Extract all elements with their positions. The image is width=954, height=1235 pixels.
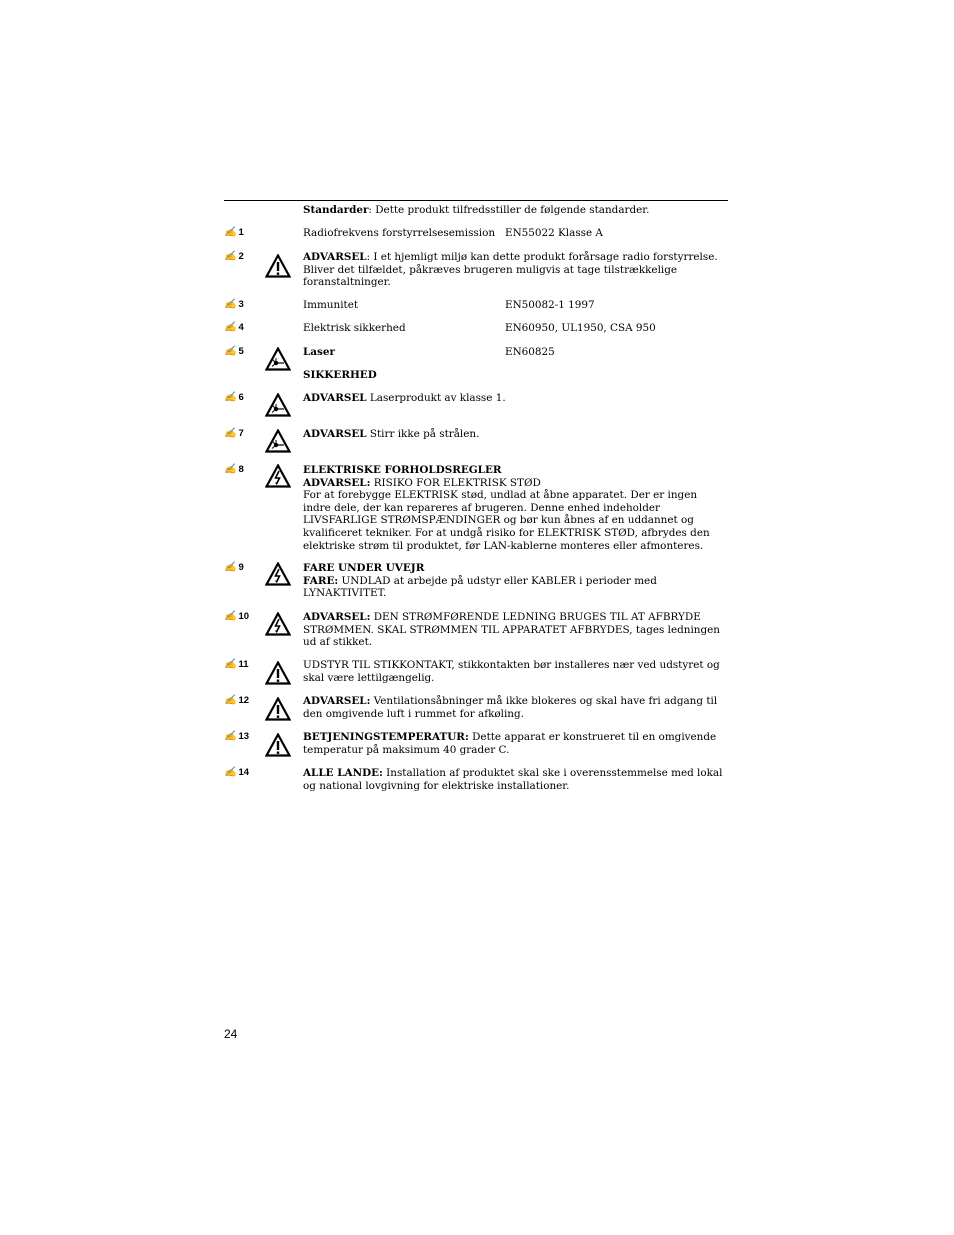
pen-icon: ✍	[224, 251, 236, 262]
item-number: ✍ 10	[224, 611, 250, 622]
pen-icon: ✍	[224, 611, 236, 622]
warning-icon	[265, 697, 291, 721]
document-page: Standarder: Dette produkt tilfredsstiller de følgende standarder. ✍ 1 Radiofrekvens forstyrrelsesemission EN55022 Klasse A ✍ 2 ADVARSEL: I et hjemligt miljø kan dette produkt forårsage radio forstyrrelse. Bliver det tilfældet, påkræves brugeren muligvis at tage tilstrækkelige foranstaltninger. ✍ 3 Immunitet EN50082-1 1997 ✍ 4 Elektrisk sikkerhed EN60950, UL1950, CSA 950 ✍ 5 Laser EN60825 SIKKERHED ✍ 6 ADVARSEL Laserprodukt av klasse 1. ✍ 7 ADVARSEL Stirr ikke på strålen. ✍ 8 ELEKTRISKE FORHOLDSREGLER ADVARSEL: RISIKO FOR ELEKTRISK STØD For at forebygge ELEKTRISK stød, undlad at åbne apparatet. Der er ingen indre dele, der kan repareres af brugeren. Denne enhed indeholder LIVSFARLIGE STRØMSPÆNDINGER og bør kun åbnes af en uddannet og kvalificeret tekniker. For at undgå risiko for ELEKTRISK STØD, afbrydes den elektriske strøm til produktet, før LAN-kablerne monteres eller afmonteres. ✍ 9 FARE UNDER UVEJR FARE: UNDLAD at arbejde på udstyr eller KABLER i perioder med LYNAKTIVITET. ✍ 10 ADVARSEL: DEN STRØMFØRENDE LEDNING BRUGES TIL AT AFBRYDE STRØMMEN. SKAL STRØMMEN TIL APPARATET AFBRYDES, tages ledningen ud af stikket. ✍ 11 UDSTYR TIL STIKKONTAKT, stikkontakten bør installeres nær ved udstyret og skal være lettilgængelig. ✍ 12 ADVARSEL: Ventilationsåbninger må ikke blokeres og skal have fri adgang til den omgivende luft i rummet for afkøling. ✍ 13 BETJENINGSTEMPERATUR: Dette apparat er konstrueret til en omgivende temperatur på maksimum 40 grader C. ✍ 14 ALLE LANDE: Installation af produktet skal ske i overensstemmelse med lokal og national lovgivning for elektriske installationer. 24	[0, 0, 954, 1235]
item-text: Radiofrekvens forstyrrelsesemission	[303, 227, 496, 239]
item-text: Immunitet	[303, 299, 359, 311]
item-number: ✍ 12	[224, 695, 250, 706]
pen-icon: ✍	[224, 464, 236, 475]
top-rule	[224, 200, 728, 201]
pen-icon: ✍	[224, 428, 236, 439]
pen-icon: ✍	[224, 346, 236, 357]
item-standard: EN60825	[505, 346, 555, 358]
item-number: ✍ 3	[224, 299, 244, 310]
pen-icon: ✍	[224, 392, 236, 403]
item-standard: EN50082-1 1997	[505, 299, 595, 311]
item-standard: EN55022 Klasse A	[505, 227, 603, 239]
item-number: ✍ 13	[224, 731, 250, 742]
pen-icon: ✍	[224, 767, 236, 778]
laser-icon	[265, 347, 291, 371]
electric-shock-icon	[265, 612, 291, 636]
intro-text: : Dette produkt tilfredsstiller de følgende standarder.	[368, 204, 650, 216]
item-number: ✍ 1	[224, 227, 244, 238]
item-number: ✍ 6	[224, 392, 244, 403]
pen-icon: ✍	[224, 227, 236, 238]
electric-shock-icon	[265, 464, 291, 488]
item-number: ✍ 9	[224, 562, 244, 573]
pen-icon: ✍	[224, 322, 236, 333]
item-number: ✍ 5	[224, 346, 244, 357]
item-number: ✍ 14	[224, 767, 250, 778]
pen-icon: ✍	[224, 299, 236, 310]
item-text: UDSTYR TIL STIKKONTAKT, stikkontakten bør installeres nær ved udstyret og skal være lettilgængelig.	[303, 659, 720, 684]
item-number: ✍ 8	[224, 464, 244, 475]
laser-icon	[265, 393, 291, 417]
item-number: ✍ 4	[224, 322, 244, 333]
warning-icon	[265, 733, 291, 757]
intro-label: Standarder	[303, 204, 369, 216]
electric-shock-icon	[265, 562, 291, 586]
item-number: ✍ 7	[224, 428, 244, 439]
item-body: For at forebygge ELEKTRISK stød, undlad at åbne apparatet. Der er ingen indre dele, der kan repareres af brugeren. Denne enhed indeholder LIVSFARLIGE STRØMSPÆNDINGER og bør kun åbnes af en uddannet og kvalificeret tekniker. For at undgå risiko for ELEKTRISK STØD, afbrydes den elektriske strøm til produktet, før LAN-kablerne monteres eller afmonteres.	[303, 489, 710, 552]
pen-icon: ✍	[224, 731, 236, 742]
pen-icon: ✍	[224, 659, 236, 670]
item-number: ✍ 2	[224, 251, 244, 262]
page-number: 24	[224, 1027, 238, 1041]
pen-icon: ✍	[224, 562, 236, 573]
pen-icon: ✍	[224, 695, 236, 706]
item-number: ✍ 11	[224, 659, 249, 670]
warning-icon	[265, 661, 291, 685]
item-standard: EN60950, UL1950, CSA 950	[505, 322, 656, 334]
section-heading: SIKKERHED	[303, 369, 377, 381]
warning-icon	[265, 254, 291, 278]
laser-icon	[265, 429, 291, 453]
item-text: Elektrisk sikkerhed	[303, 322, 406, 334]
